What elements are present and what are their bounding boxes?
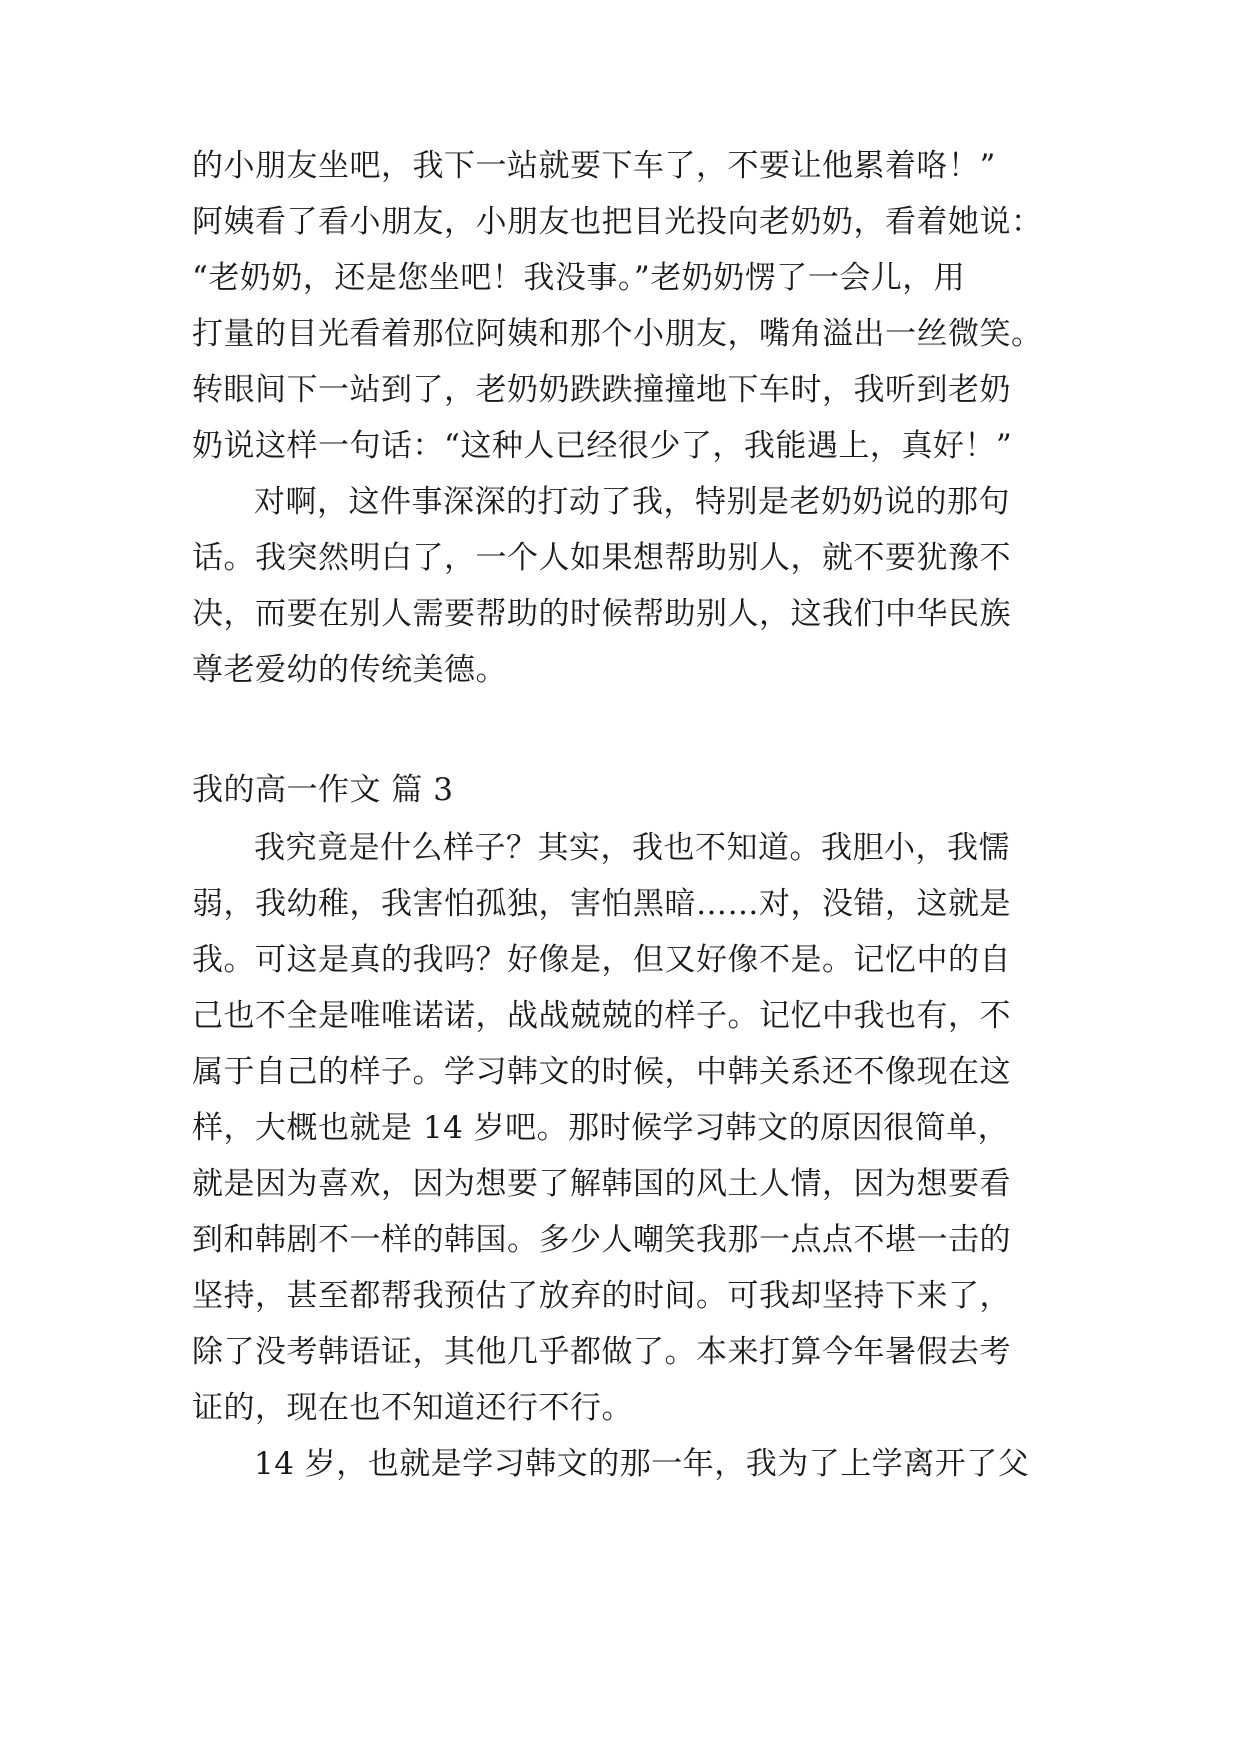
paragraph-line: 我。可这是真的我吗？好像是，但又好像不是。记忆中的自 bbox=[192, 942, 1011, 978]
paragraph-line: “老奶奶，还是您坐吧！我没事。”老奶奶愣了一会儿，用 bbox=[192, 260, 966, 296]
paragraph-line: 我究竟是什么样子？其实，我也不知道。我胆小，我懦 bbox=[254, 830, 1010, 866]
paragraph-line: 证的，现在也不知道还行不行。 bbox=[192, 1390, 633, 1426]
paragraph-line: 决，而要在别人需要帮助的时候帮助别人，这我们中华民族 bbox=[192, 596, 1011, 632]
paragraph-line: 坚持，甚至都帮我预估了放弃的时间。可我却坚持下来了， bbox=[192, 1278, 1011, 1314]
paragraph-line: 除了没考韩语证，其他几乎都做了。本来打算今年暑假去考 bbox=[192, 1334, 1011, 1370]
paragraph-line: 14 岁，也就是学习韩文的那一年，我为了上学离开了父 bbox=[254, 1446, 1030, 1482]
paragraph-line: 奶说这样一句话：“这种人已经很少了，我能遇上，真好！” bbox=[192, 428, 1013, 464]
paragraph-line: 样，大概也就是 14 岁吧。那时候学习韩文的原因很简单， bbox=[192, 1110, 1010, 1146]
paragraph-line: 己也不全是唯唯诺诺，战战兢兢的样子。记忆中我也有，不 bbox=[192, 998, 1011, 1034]
paragraph-line: 尊老爱幼的传统美德。 bbox=[192, 652, 507, 688]
paragraph-line: 就是因为喜欢，因为想要了解韩国的风土人情，因为想要看 bbox=[192, 1166, 1011, 1202]
paragraph-line: 弱，我幼稚，我害怕孤独，害怕黑暗……对，没错，这就是 bbox=[192, 886, 1011, 922]
paragraph-line: 对啊，这件事深深的打动了我，特别是老奶奶说的那句 bbox=[254, 484, 1010, 520]
paragraph-line: 属于自己的样子。学习韩文的时候，中韩关系还不像现在这 bbox=[192, 1054, 1011, 1090]
paragraph-line: 到和韩剧不一样的韩国。多少人嘲笑我那一点点不堪一击的 bbox=[192, 1222, 1011, 1258]
paragraph-line: 话。我突然明白了，一个人如果想帮助别人，就不要犹豫不 bbox=[192, 540, 1011, 576]
section-heading: 我的高一作文 篇 3 bbox=[192, 772, 454, 808]
paragraph-line: 转眼间下一站到了，老奶奶跌跌撞撞地下车时，我听到老奶 bbox=[192, 372, 1011, 408]
paragraph-line: 打量的目光看着那位阿姨和那个小朋友，嘴角溢出一丝微笑。 bbox=[192, 316, 1043, 352]
paragraph-line: 阿姨看了看小朋友，小朋友也把目光投向老奶奶，看着她说： bbox=[192, 204, 1043, 240]
paragraph-line: 的小朋友坐吧，我下一站就要下车了，不要让他累着咯！” bbox=[192, 148, 996, 184]
